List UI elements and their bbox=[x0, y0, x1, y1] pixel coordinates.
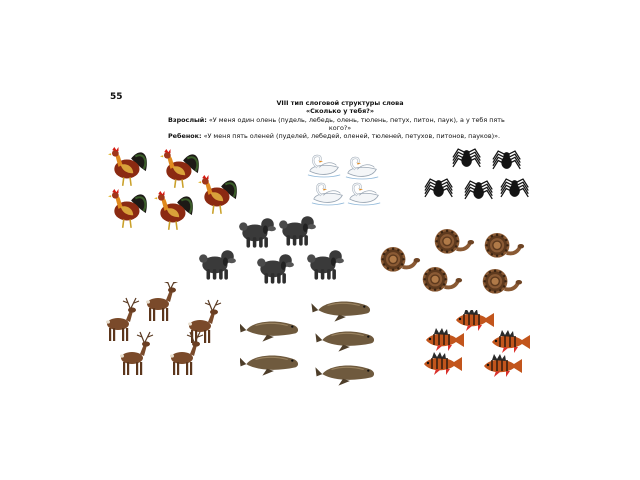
exercise-title: VIII тип слоговой структуры слова bbox=[276, 99, 404, 107]
poodle-illustration bbox=[239, 218, 276, 247]
deer-illustration bbox=[188, 300, 221, 343]
deer-illustration bbox=[146, 282, 179, 321]
child-line bbox=[168, 132, 548, 140]
perch-illustration bbox=[426, 328, 464, 351]
child-label: Ребенок: bbox=[168, 132, 202, 140]
deer-illustration bbox=[170, 332, 203, 375]
spider-illustration bbox=[425, 179, 452, 197]
poodles-picture bbox=[196, 212, 350, 292]
swan-illustration bbox=[308, 156, 340, 177]
rooster-illustration bbox=[108, 147, 147, 186]
rooster-illustration bbox=[160, 149, 199, 188]
perch-illustration bbox=[424, 352, 462, 375]
python-illustration bbox=[483, 269, 522, 294]
swan-illustration bbox=[312, 184, 344, 205]
seal-illustration bbox=[311, 301, 370, 321]
python-illustration bbox=[485, 233, 524, 258]
rooster-illustration bbox=[108, 189, 147, 228]
swan-illustration bbox=[348, 184, 380, 205]
poodle-illustration bbox=[307, 250, 344, 279]
deer-illustration bbox=[106, 298, 139, 341]
seal-illustration bbox=[240, 321, 298, 341]
poodle-illustration bbox=[257, 254, 294, 283]
swan-illustration bbox=[346, 158, 378, 179]
perches-picture bbox=[420, 310, 536, 386]
deer-illustration bbox=[120, 332, 153, 375]
seals-picture bbox=[240, 294, 388, 386]
rooster-illustration bbox=[154, 191, 193, 230]
spider-illustration bbox=[493, 151, 520, 169]
adult-label: Взрослый: bbox=[168, 116, 207, 124]
adult-text: «У меня один олень (пудель, лебедь, олень, тюлень, петух, питон, паук), а у тебя пять bbox=[208, 116, 505, 124]
seal-illustration bbox=[315, 365, 374, 385]
seal-illustration bbox=[315, 331, 374, 351]
deer-picture bbox=[102, 282, 228, 382]
child-text: «У меня пять оленей (пуделей, лебедей, оленей, тюленей, петухов, питонов, пауков)». bbox=[203, 132, 501, 140]
adult-line bbox=[168, 116, 548, 124]
python-illustration bbox=[435, 229, 474, 254]
seal-illustration bbox=[240, 355, 298, 375]
exercise-subtitle: «Сколько у тебя?» bbox=[305, 107, 375, 115]
page-number: 55 bbox=[110, 92, 123, 102]
spider-illustration bbox=[453, 149, 480, 167]
perch-illustration bbox=[456, 310, 494, 331]
spiders-picture bbox=[424, 148, 534, 218]
adult-text-continued: кого?» bbox=[328, 124, 352, 132]
spider-illustration bbox=[501, 179, 528, 197]
spider-illustration bbox=[465, 181, 492, 199]
poodle-illustration bbox=[199, 250, 236, 279]
poodle-illustration bbox=[279, 216, 316, 245]
perch-illustration bbox=[492, 330, 530, 353]
perch-illustration bbox=[484, 354, 522, 377]
rooster-illustration bbox=[198, 175, 237, 214]
python-illustration bbox=[423, 267, 462, 292]
pythons-picture bbox=[374, 226, 534, 306]
python-illustration bbox=[381, 247, 420, 272]
